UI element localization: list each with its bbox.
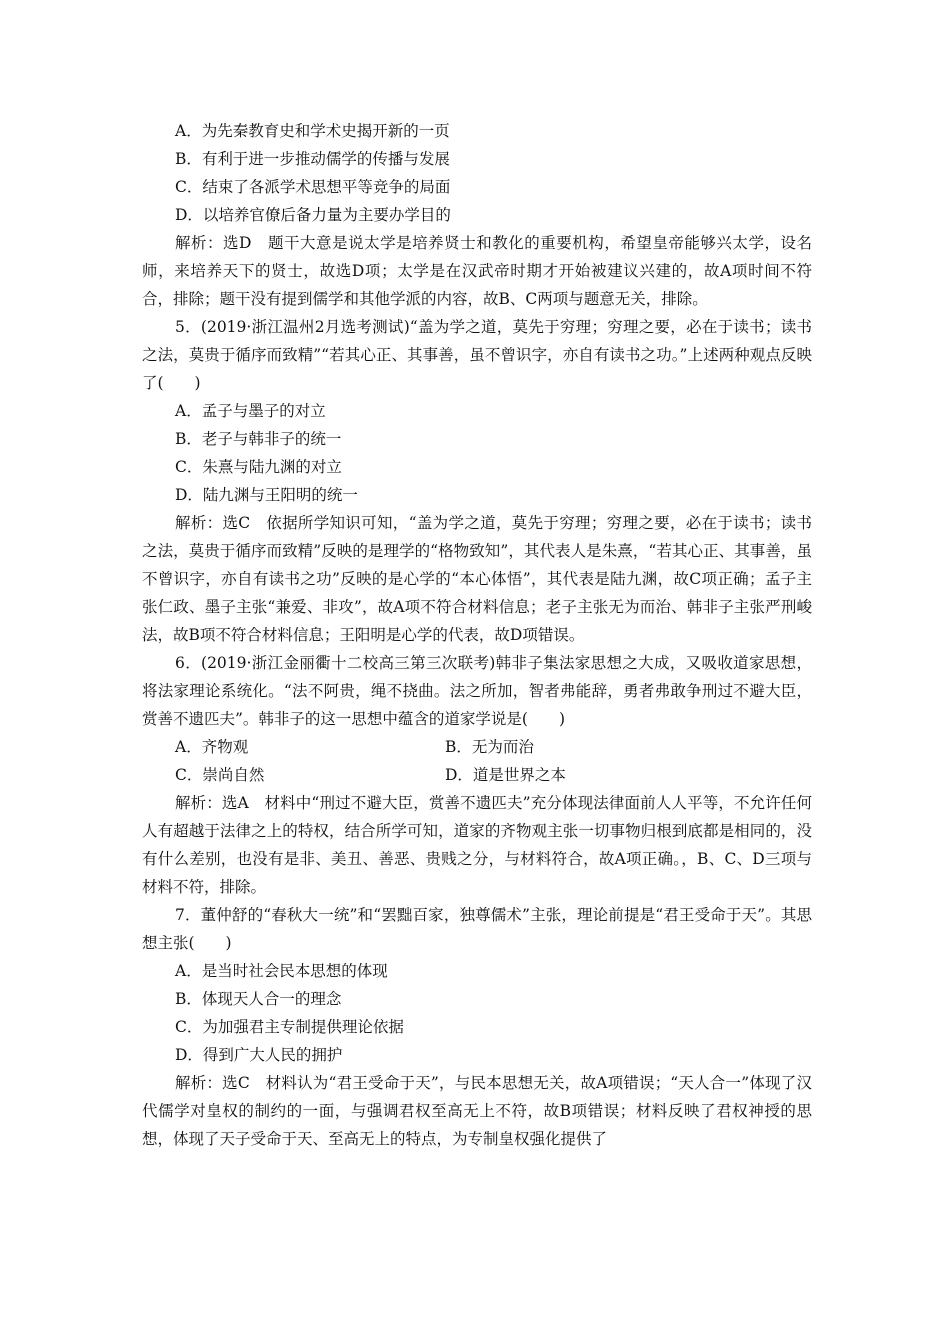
- question-4: [142, 117, 812, 313]
- q7-option-d: D．得到广大人民的拥护: [175, 1046, 343, 1064]
- question-5: [142, 313, 812, 649]
- q5-option-a: A．孟子与墨子的对立: [175, 402, 326, 420]
- q4-option-c: C．结束了各派学术思想平等竞争的局面: [175, 178, 451, 196]
- q7-analysis: 解析：选C 材料认为“君王受命于天”，与民本思想无关，故A项错误；“天人合一”体现了汉代儒学对皇权的制约的一面，与强调君权至高无上不符，故B项错误；材料反映了君权神授的思想，体现了天子受命于天、至高无上的特点，为专制皇权强化提供了: [142, 1074, 812, 1148]
- q5-option-b: B．老子与韩非子的统一: [175, 430, 342, 448]
- q4-option-b: B．有利于进一步推动儒学的传播与发展: [175, 150, 450, 168]
- q7-option-b: B．体现天人合一的理念: [175, 990, 342, 1008]
- q6-options-row-1: [142, 733, 812, 761]
- q5-analysis: 解析：选C 依据所学知识可知，“盖为学之道，莫先于穷理；穷理之要，必在于读书；读书之法，莫贵于循序而致精”反映的是理学的“格物致知”，其代表人是朱熹，“若其心正、其事善，虽不曾识字，亦自有读书之功”反映的是心学的“本心体悟”，其代表是陆九渊，故C项正确；孟子主张仁政、墨子主张“兼爱、非攻”，故A项不符合材料信息；老子主张无为而治、韩非子主张严刑峻法，故B项不符合材料信息；王阳明是心学的代表，故D项错误。: [142, 514, 812, 644]
- question-6: [142, 649, 812, 901]
- q6-analysis: 解析：选A 材料中“刑过不避大臣，赏善不遗匹夫”充分体现法律面前人人平等，不允许任何人有超越于法律之上的特权，结合所学可知，道家的齐物观主张一切事物归根到底都是相同的，没有什么差别，也没有是非、美丑、善恶、贵贱之分，与材料符合，故A项正确。，B、C、D三项与材料不符，排除。: [142, 794, 812, 896]
- document-page: [142, 117, 812, 1153]
- q7-stem: 7．董仲舒的“春秋大一统”和“罢黜百家，独尊儒术”主张，理论前提是“君王受命于天”。其思想主张( ): [142, 906, 812, 952]
- q6-option-a: A．齐物观: [175, 738, 249, 756]
- q4-analysis: 解析：选D 题干大意是说太学是培养贤士和教化的重要机构，希望皇帝能够兴太学，设名师，来培养天下的贤士，故选D项；太学是在汉武帝时期才开始被建议兴建的，故A项时间不符合，排除；题干没有提到儒学和其他学派的内容，故B、C两项与题意无关，排除。: [142, 234, 812, 308]
- question-7: [142, 901, 812, 1153]
- q6-options-row-2: [142, 761, 812, 789]
- q5-stem: 5．(2019·浙江温州2月选考测试)“盖为学之道，莫先于穷理；穷理之要，必在于读书；读书之法，莫贵于循序而致精”“若其心正、其事善，虽不曾识字，亦自有读书之功。”上述两种观点反映了( ): [142, 318, 812, 392]
- q4-option-d: D．以培养官僚后备力量为主要办学目的: [175, 206, 451, 224]
- q6-option-b: B．无为而治: [445, 738, 534, 756]
- q6-stem: 6．(2019·浙江金丽衢十二校高三第三次联考)韩非子集法家思想之大成，又吸收道家思想，将法家理论系统化。“法不阿贵，绳不挠曲。法之所加，智者弗能辞，勇者弗敢争刑过不避大臣，赏善不遗匹夫”。韩非子的这一思想中蕴含的道家学说是( ): [142, 654, 812, 728]
- q7-option-a: A．是当时社会民本思想的体现: [175, 962, 388, 980]
- q7-option-c: C．为加强君主专制提供理论依据: [175, 1018, 404, 1036]
- q6-option-c: C．崇尚自然: [175, 766, 265, 784]
- q5-option-c: C．朱熹与陆九渊的对立: [175, 458, 342, 476]
- q5-option-d: D．陆九渊与王阳明的统一: [175, 486, 358, 504]
- q6-option-d: D．道是世界之本: [445, 766, 566, 784]
- q4-option-a: A．为先秦教育史和学术史揭开新的一页: [175, 122, 450, 140]
